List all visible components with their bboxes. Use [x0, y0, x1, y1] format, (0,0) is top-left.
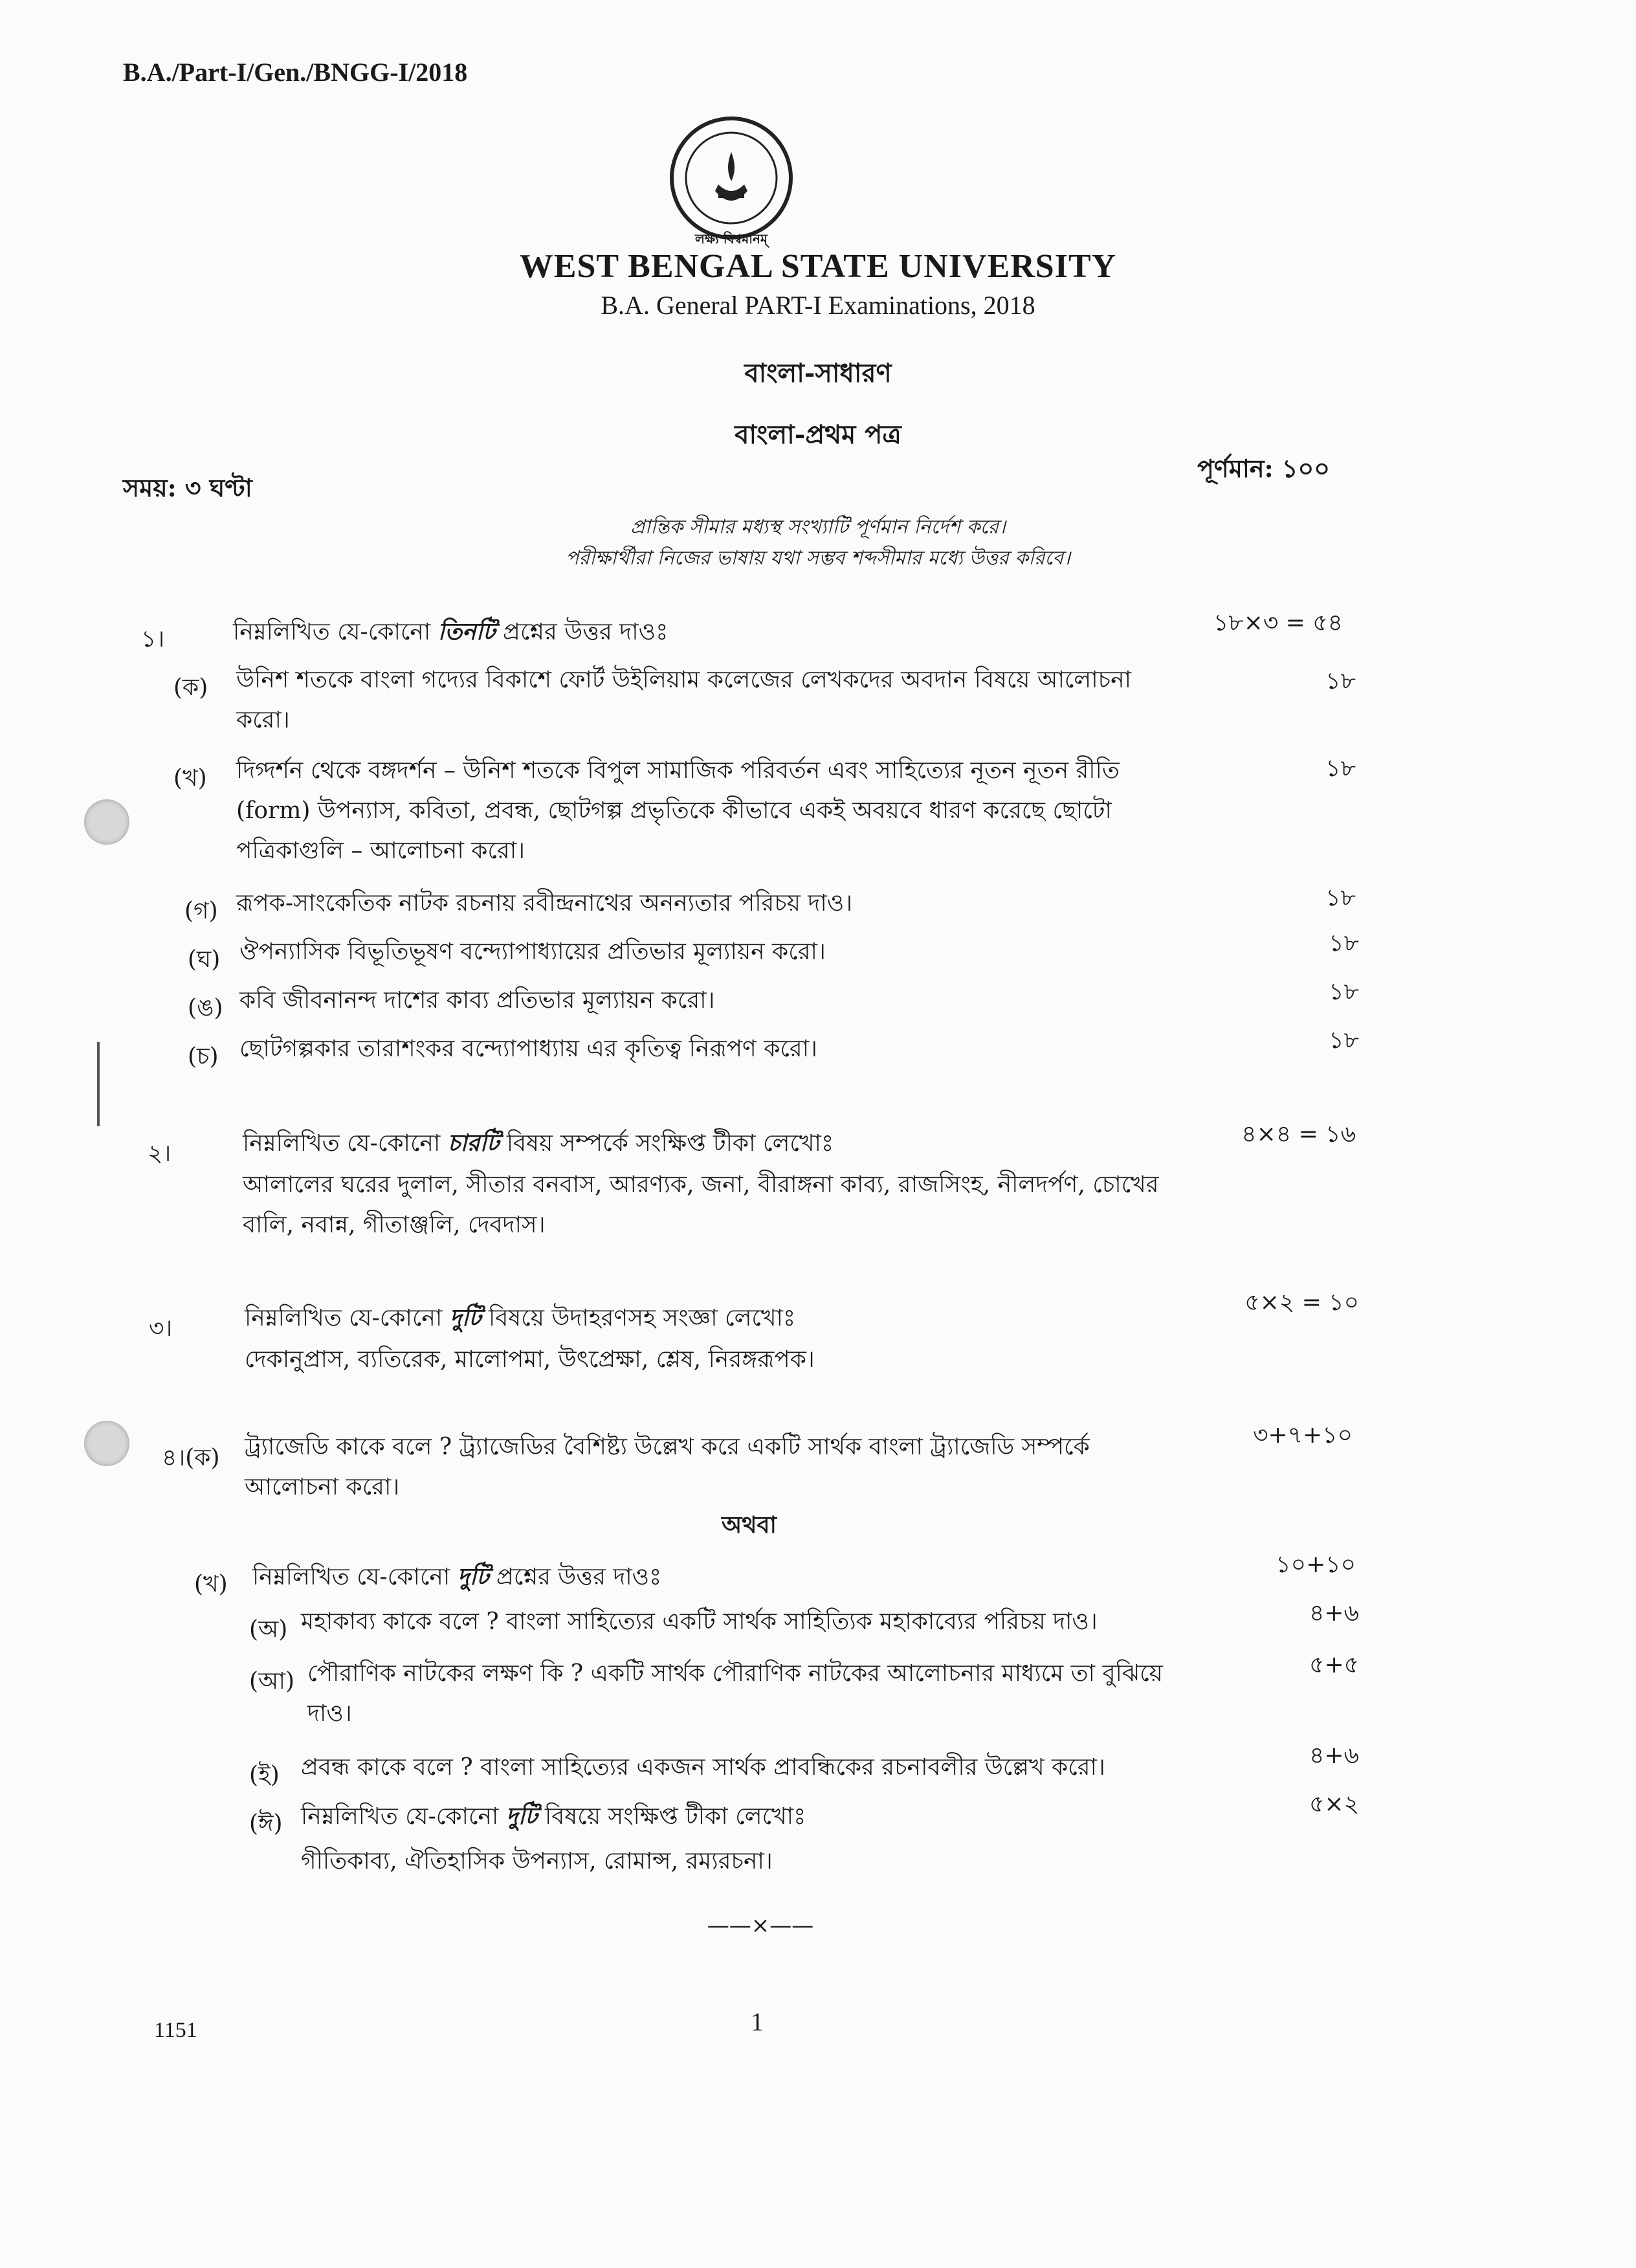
q4b-marks: ১০+১০	[1276, 1551, 1356, 1578]
q3-text-post: বিষয়ে উদাহরণসহ সংজ্ঞা লেখোঃ	[481, 1305, 796, 1331]
q4b-sub3-label: (ই)	[249, 1762, 280, 1788]
q1a-label: (ক)	[173, 674, 208, 701]
q4b-sub2-label: (আ)	[249, 1668, 295, 1695]
q1a-marks: ১৮	[1325, 668, 1356, 695]
q1b-marks: ১৮	[1325, 755, 1356, 782]
instruction-line-1: প্রান্তিক সীমার মধ্যস্থ সংখ্যাটি পূর্ণমান নির্দেশ করে।	[630, 516, 1006, 539]
q4-number: ৪।(ক)	[162, 1445, 220, 1471]
q2-text-key: চারটি	[447, 1129, 500, 1157]
paper-serial-number: 1151	[154, 2018, 197, 2042]
q1-text-key: তিনটি	[437, 618, 496, 645]
q1c-label: (গ)	[184, 898, 218, 924]
q1b-text: দিগ্দর্শন থেকে বঙ্গদর্শন – উনিশ শতকে বিপুল সামাজিক পরিবর্তন এবং সাহিত্যের নূতন নূতন রীতি (form) উপন্যাস, কবিতা, প্রবন্ধ, ছোটগল্প প্রভৃতিকে কীভাবে একই অবয়বে ধারণ করেছে ছোটো পত্রিকাগুলি – আলোচনা করো।	[236, 757, 1120, 864]
q4b-sub4-text-key: দুটি	[505, 1803, 538, 1830]
exam-title: B.A. General PART-I Examinations, 2018	[601, 291, 1035, 320]
paper-title: বাংলা-প্রথম পত্র	[735, 419, 901, 450]
q3-text-pre: নিম্নলিখিত যে-কোনো	[245, 1305, 450, 1331]
q2-marks: ৪×৪ = ১৬	[1241, 1121, 1356, 1148]
q4b-sub4-text-post: বিষয়ে সংক্ষিপ্ত টীকা লেখোঃ	[537, 1803, 806, 1830]
q4b-sub2-text: পৌরাণিক নাটকের লক্ষণ কি ? একটি সার্থক পৌরাণিক নাটকের আলোচনার মাধ্যমে তা বুঝিয়ে দাও।	[307, 1660, 1163, 1727]
page-number: 1	[751, 2007, 764, 2036]
q4b-sub3-text: প্রবন্ধ কাকে বলে ? বাংলা সাহিত্যের একজন সার্থক প্রাবন্ধিকের রচনাবলীর উল্লেখ করো।	[301, 1754, 1105, 1781]
q4b-sub3-marks: ৪+৬	[1309, 1742, 1359, 1769]
q4b-sub1-label: (অ)	[249, 1616, 288, 1643]
q2-text-post: বিষয় সম্পর্কে সংক্ষিপ্ত টীকা লেখোঃ	[499, 1130, 834, 1157]
q1d-label: (ঘ)	[188, 946, 221, 973]
q1-number: ১।	[141, 626, 165, 652]
q4b-sub2-marks: ৫+৫	[1309, 1652, 1359, 1678]
q1b-label: (খ)	[173, 765, 207, 792]
q1f-marks: ১৮	[1329, 1027, 1359, 1054]
end-of-paper-mark: ——×——	[707, 1913, 814, 1939]
q4b-sub4-topic-list: গীতিকাব্য, ঐতিহাসিক উপন্যাস, রোমান্স, রম্যরচনা।	[301, 1848, 773, 1874]
time-allowed: সময়: ৩ ঘণ্টা	[123, 473, 252, 502]
q1c-text: রূপক-সাংকেতিক নাটক রচনায় রবীন্দ্রনাথের অনন্যতার পরিচয় দাও।	[236, 890, 853, 917]
q4b-text-pre: নিম্নলিখিত যে-কোনো	[252, 1564, 458, 1590]
q1d-text: ঔপন্যাসিক বিভূতিভূষণ বন্দ্যোপাধ্যায়ের প্রতিভার মূল্যায়ন করো।	[239, 939, 826, 965]
paper-code: B.A./Part-I/Gen./BNGG-I/2018	[123, 58, 468, 87]
q3-text-key: দুটি	[449, 1304, 481, 1331]
q1e-marks: ১৮	[1329, 979, 1359, 1005]
punch-hole-top	[84, 799, 129, 845]
q1-text-pre: নিম্নলিখিত যে-কোনো	[233, 619, 438, 645]
q2-text	[243, 1123, 1149, 1164]
q3-topic-list: দেকানুপ্রাস, ব্যতিরেক, মালোপমা, উৎপ্রেক্ষা, শ্লেষ, নিরঙ্গরূপক।	[245, 1346, 815, 1373]
full-marks: পূর্ণমান: ১০০	[1197, 454, 1330, 483]
q3-text	[245, 1298, 1151, 1339]
q2-topic-list: আলালের ঘরের দুলাল, সীতার বনবাস, আরণ্যক, জনা, বীরাঙ্গনা কাব্য, রাজসিংহ, নীলদর্পণ, চোখের বালি, নবান্ন, গীতাঞ্জলি, দেবদাস।	[243, 1172, 1159, 1238]
q4b-text	[252, 1557, 1158, 1597]
q1f-text: ছোটগল্পকার তারাশংকর বন্দ্যোপাধ্যায় এর কৃতিত্ব নিরূপণ করো।	[239, 1036, 818, 1062]
q1c-marks: ১৮	[1325, 885, 1356, 911]
margin-mark	[97, 1042, 100, 1126]
university-motto: লক্ষ্য বিশ্বমানম্	[694, 231, 768, 247]
q4a-text: ট্র্যাজেডি কাকে বলে ? ট্র্যাজেডির বৈশিষ্ট্য উল্লেখ করে একটি সার্থক বাংলা ট্র্যাজেডি সম্পর্কে আলোচনা করো।	[245, 1434, 1090, 1500]
q1d-marks: ১৮	[1329, 930, 1359, 957]
q4b-text-key: দুটি	[457, 1563, 489, 1590]
q1-text-post: প্রশ্নের উত্তর দাওঃ	[495, 619, 669, 645]
q4b-sub4-text-pre: নিম্নলিখিত যে-কোনো	[301, 1803, 506, 1830]
q1a-text: উনিশ শতকে বাংলা গদ্যের বিকাশে ফোর্ট উইলিয়াম কলেজের লেখকদের অবদান বিষয়ে আলোচনা করো।	[236, 667, 1132, 733]
q2-number: ২।	[148, 1140, 171, 1167]
q4b-sub1-marks: ৪+৬	[1309, 1600, 1359, 1627]
university-name: WEST BENGAL STATE UNIVERSITY	[519, 248, 1117, 285]
q2-text-pre: নিম্নলিখিত যে-কোনো	[243, 1130, 448, 1157]
q4b-text-post: প্রশ্নের উত্তর দাওঃ	[489, 1564, 662, 1590]
q1-text	[233, 612, 1139, 652]
q4b-sub4-label: (ঈ)	[249, 1810, 283, 1837]
q4b-sub4-text	[301, 1796, 1207, 1837]
q4a-marks: ৩+৭+১০	[1253, 1422, 1353, 1449]
q4-or: অথবা	[722, 1511, 777, 1539]
subject-title: বাংলা-সাধারণ	[744, 358, 892, 388]
instruction-line-2: পরীক্ষার্থীরা নিজের ভাষায় যথা সম্ভব শব্দসীমার মধ্যে উত্তর করিবে।	[566, 547, 1070, 570]
q4b-sub1-text: মহাকাব্য কাকে বলে ? বাংলা সাহিত্যের একটি সার্থক সাহিত্যিক মহাকাব্যের পরিচয় দাও।	[301, 1608, 1098, 1635]
punch-hole-bottom	[84, 1421, 129, 1466]
q3-marks: ৫×২ = ১০	[1244, 1289, 1359, 1316]
q1e-label: (ঙ)	[188, 995, 223, 1021]
q1-marks: ১৮×৩ = ৫৪	[1213, 610, 1343, 636]
q4b-sub4-marks: ৫×২	[1309, 1791, 1359, 1818]
q4b-label: (খ)	[194, 1571, 228, 1597]
q1f-label: (চ)	[188, 1043, 219, 1070]
q3-number: ৩।	[149, 1315, 173, 1342]
q1e-text: কবি জীবনানন্দ দাশের কাব্য প্রতিভার মূল্যায়ন করো।	[239, 987, 715, 1014]
